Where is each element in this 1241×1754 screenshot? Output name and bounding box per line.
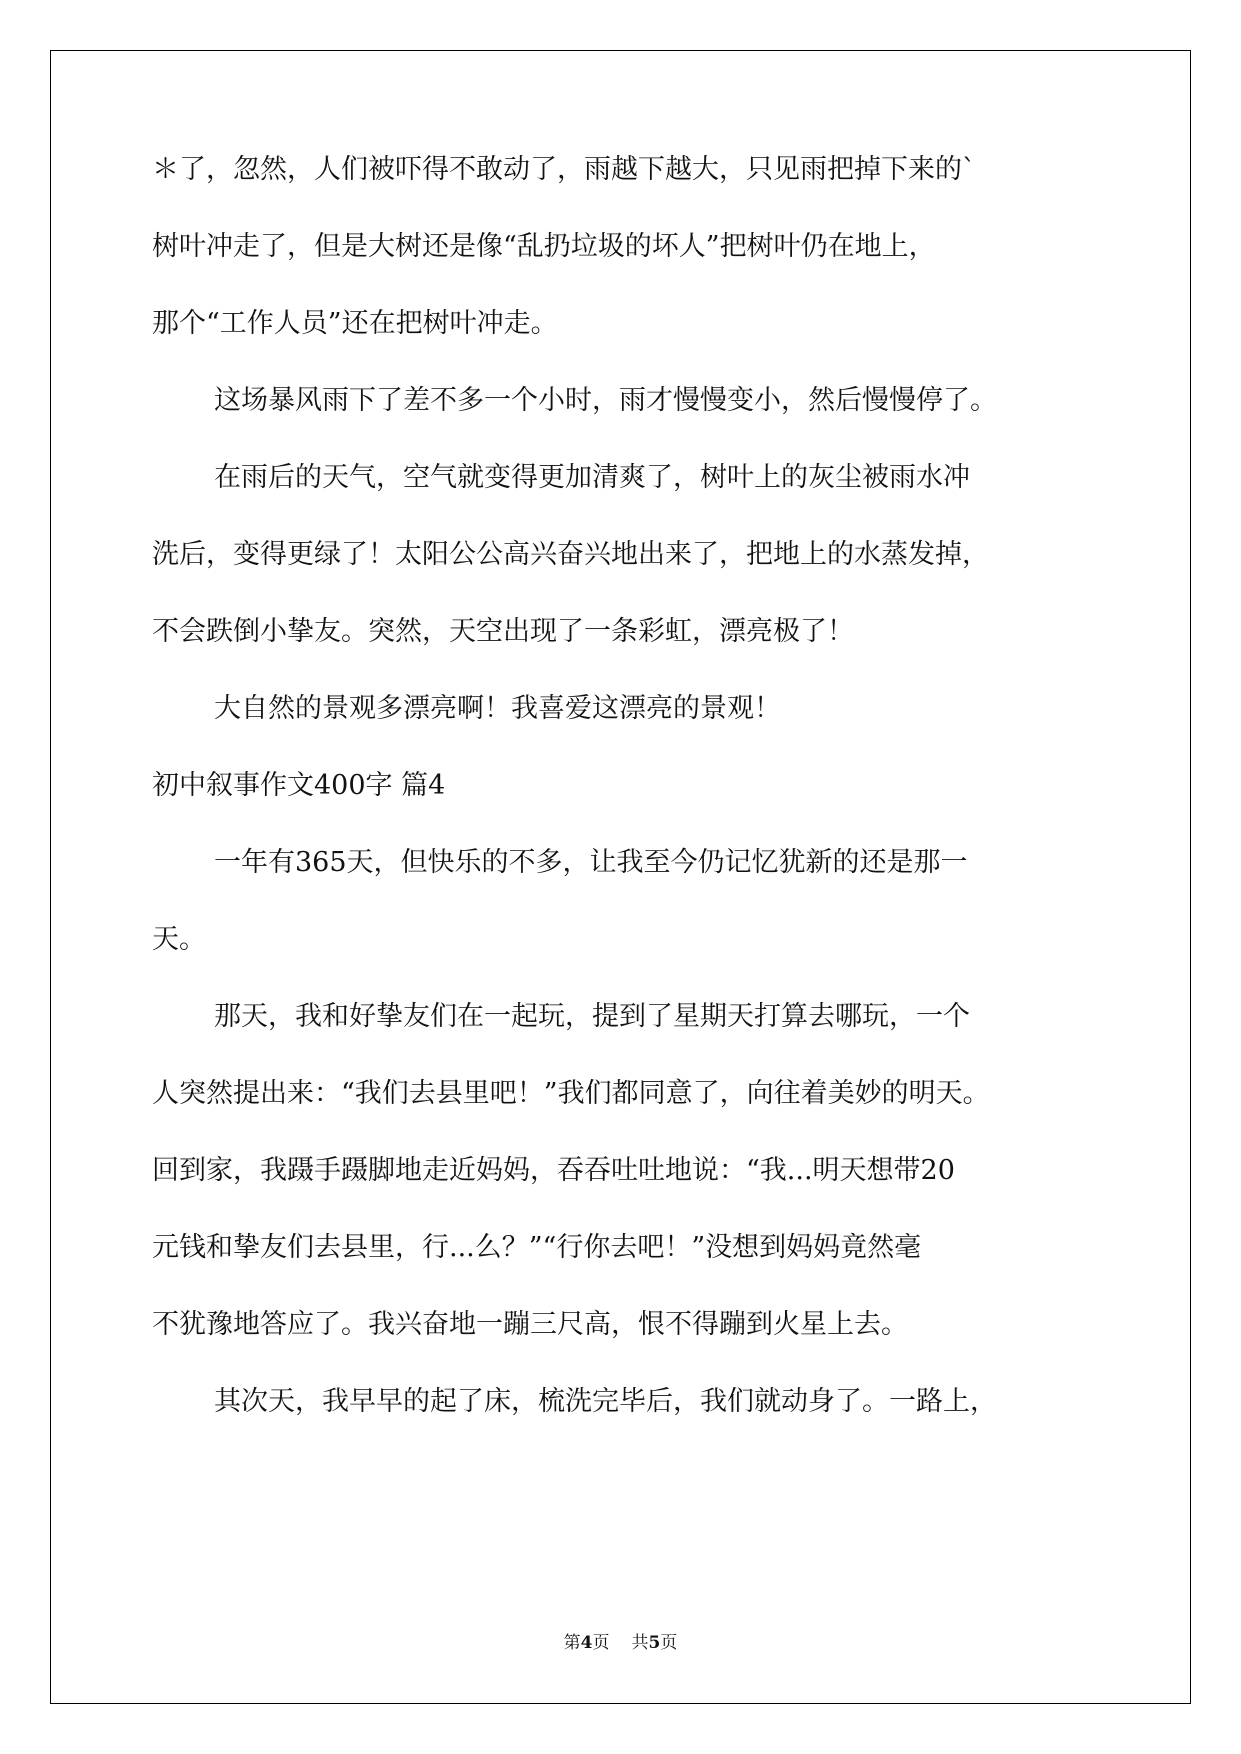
text-line: 不会跌倒小挚友。突然，天空出现了一条彩虹，漂亮极了！ (152, 616, 854, 647)
text-line: 天。 (152, 924, 206, 955)
text-line: 元钱和挚友们去县里，行...么？”“行你去吧！”没想到妈妈竟然毫 (152, 1232, 922, 1263)
total-label-prefix: 共 (631, 1633, 649, 1653)
total-label-suffix: 页 (660, 1633, 678, 1653)
page-footer (0, 1631, 1241, 1655)
paragraph-start: 这场暴风雨下了差不多一个小时，雨才慢慢变小，然后慢慢停了。 (214, 385, 997, 416)
text-line: 那个“工作人员”还在把树叶冲走。 (152, 308, 558, 339)
text-line: 其次天，我早早的起了床，梳洗完毕后，我们就动身了。一路上， (214, 1386, 997, 1417)
paragraph-start: 大自然的景观多漂亮啊！我喜爱这漂亮的景观！ (214, 693, 781, 724)
page-label-mid: 页 (592, 1633, 610, 1653)
text-line: 洗后，变得更绿了！太阳公公高兴奋兴地出来了，把地上的水蒸发掉， (152, 539, 989, 570)
section-heading: 初中叙事作文400字 篇4 (152, 770, 446, 801)
page-total: 5 (648, 1633, 661, 1653)
text-line: 不犹豫地答应了。我兴奋地一蹦三尺高，恨不得蹦到火星上去。 (152, 1309, 908, 1340)
text-line: ＊了，忽然，人们被吓得不敢动了，雨越下越大，只见雨把掉下来的` (152, 154, 976, 185)
text-line: 人突然提出来：“我们去县里吧！”我们都同意了，向往着美妙的明天。 (152, 1078, 990, 1109)
page-current: 4 (580, 1633, 593, 1653)
page-label-prefix: 第 (563, 1633, 581, 1653)
text-line: 回到家，我蹑手蹑脚地走近妈妈，吞吞吐吐地说：“我...明天想带20 (152, 1155, 955, 1186)
paragraph-start: 一年有365天，但快乐的不多，让我至今仍记忆犹新的还是那一 (214, 847, 968, 878)
text-line: 树叶冲走了，但是大树还是像“乱扔垃圾的坏人”把树叶仍在地上， (152, 231, 936, 262)
paragraph-start: 那天，我和好挚友们在一起玩，提到了星期天打算去哪玩，一个 (214, 1001, 970, 1032)
paragraph-start: 在雨后的天气，空气就变得更加清爽了，树叶上的灰尘被雨水冲 (214, 462, 970, 493)
